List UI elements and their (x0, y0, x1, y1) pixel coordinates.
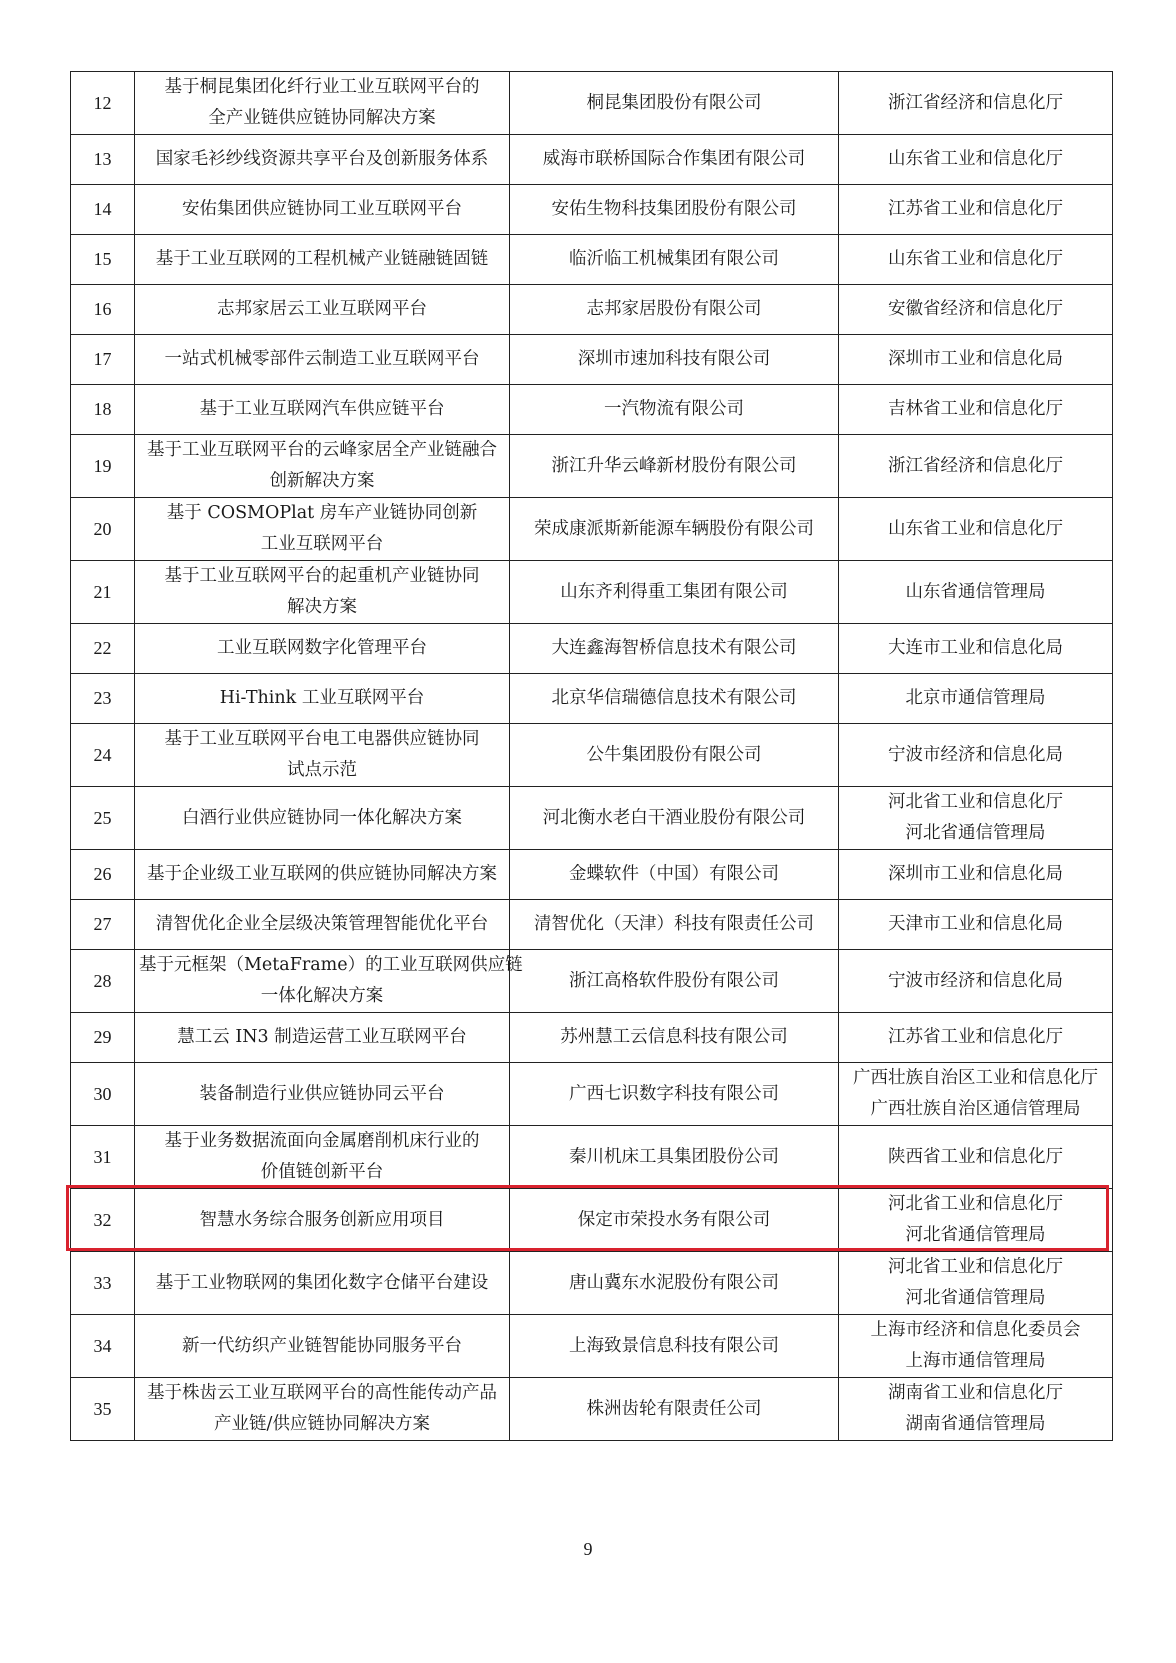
table-row (71, 1315, 1113, 1378)
project-name-cell (135, 385, 510, 435)
project-name-line: Hi-Think 工业互联网平台 (219, 688, 425, 708)
department-cell (839, 72, 1113, 135)
company-cell (510, 1013, 839, 1063)
department-line: 河北省工业和信息化厅 (888, 792, 1063, 812)
table-row (71, 1013, 1113, 1063)
department-cell (839, 1315, 1113, 1378)
company-line: 唐山冀东水泥股份有限公司 (569, 1272, 779, 1293)
department-cell (839, 1126, 1113, 1189)
company-line: 安佑生物科技集团股份有限公司 (551, 199, 797, 219)
row-number: 28 (71, 950, 135, 1013)
company-cell (510, 1126, 839, 1189)
company-line: 北京华信瑞德信息技术有限公司 (551, 688, 797, 708)
project-name-cell (135, 724, 510, 787)
company-cell (510, 1315, 839, 1378)
department-line: 深圳市工业和信息化局 (888, 349, 1063, 369)
project-name-cell (135, 900, 510, 950)
project-name-cell (135, 235, 510, 285)
project-name-cell (135, 1126, 510, 1189)
project-name-cell (135, 135, 510, 185)
table-row (71, 624, 1113, 674)
project-name-line: 试点示范 (287, 760, 357, 780)
company-cell (510, 1063, 839, 1126)
row-number: 24 (71, 724, 135, 787)
project-name-line: 基于工业互联网的工程机械产业链融链固链 (155, 249, 489, 269)
project-name-line: 白酒行业供应链协同一体化解决方案 (182, 807, 462, 828)
department-line: 河北省工业和信息化厅 (888, 1194, 1063, 1214)
department-line: 陕西省工业和信息化厅 (888, 1146, 1063, 1167)
company-line: 浙江升华云峰新材股份有限公司 (551, 455, 797, 476)
department-line: 河北省工业和信息化厅 (888, 1257, 1063, 1277)
row-number: 17 (71, 335, 135, 385)
project-name-line: 慧工云 IN3 制造运营工业互联网平台 (177, 1027, 467, 1047)
department-cell (839, 674, 1113, 724)
company-line: 广西七识数字科技有限公司 (569, 1083, 779, 1104)
company-cell (510, 335, 839, 385)
row-number: 32 (71, 1189, 135, 1252)
row-number: 22 (71, 624, 135, 674)
company-cell (510, 1252, 839, 1315)
table-row (71, 674, 1113, 724)
project-name-line: 解决方案 (287, 597, 357, 617)
company-cell (510, 561, 839, 624)
department-line: 湖南省工业和信息化厅 (888, 1383, 1063, 1403)
row-number: 31 (71, 1126, 135, 1189)
row-number: 18 (71, 385, 135, 435)
table-body (71, 72, 1113, 1441)
department-cell (839, 1013, 1113, 1063)
project-name-line: 清智优化企业全层级决策管理智能优化平台 (155, 914, 489, 934)
department-cell (839, 285, 1113, 335)
department-cell (839, 724, 1113, 787)
table-row (71, 561, 1113, 624)
department-cell (839, 561, 1113, 624)
project-name-line: 产业链/供应链协同解决方案 (214, 1414, 430, 1434)
department-cell (839, 498, 1113, 561)
project-name-line: 安佑集团供应链协同工业互联网平台 (182, 199, 462, 219)
department-cell (839, 950, 1113, 1013)
company-line: 公牛集团股份有限公司 (586, 744, 762, 765)
project-name-line: 基于 COSMOPlat 房车产业链协同创新 (166, 503, 478, 523)
project-name-line: 基于工业互联网平台的云峰家居全产业链融合 (147, 440, 497, 460)
row-number: 25 (71, 787, 135, 850)
row-number: 15 (71, 235, 135, 285)
company-line: 深圳市速加科技有限公司 (577, 349, 771, 369)
department-line: 大连市工业和信息化局 (888, 638, 1063, 658)
table-row (71, 1189, 1113, 1252)
project-name-line: 装备制造行业供应链协同云平台 (199, 1083, 445, 1104)
row-number: 16 (71, 285, 135, 335)
department-line: 浙江省经济和信息化厅 (888, 92, 1063, 113)
project-name-cell (135, 624, 510, 674)
project-name-line: 基于工业互联网平台电工电器供应链协同 (164, 729, 480, 749)
department-line: 湖南省通信管理局 (905, 1414, 1046, 1434)
department-cell (839, 1252, 1113, 1315)
project-name-cell (135, 1252, 510, 1315)
row-number: 19 (71, 435, 135, 498)
table-row (71, 135, 1113, 185)
table-row (71, 950, 1113, 1013)
department-cell (839, 1063, 1113, 1126)
project-name-line: 基于桐昆集团化纤行业工业互联网平台的 (164, 77, 480, 97)
project-name-cell (135, 498, 510, 561)
department-line: 广西壮族自治区工业和信息化厅 (853, 1068, 1098, 1088)
project-name-line: 基于企业级工业互联网的供应链协同解决方案 (147, 864, 497, 884)
row-number: 12 (71, 72, 135, 135)
project-name-line: 工业互联网数字化管理平台 (217, 638, 427, 658)
project-name-line: 创新解决方案 (269, 471, 375, 491)
department-cell (839, 235, 1113, 285)
project-name-line: 智慧水务综合服务创新应用项目 (199, 1209, 445, 1230)
row-number: 14 (71, 185, 135, 235)
row-number: 13 (71, 135, 135, 185)
project-name-cell (135, 1189, 510, 1252)
row-number: 30 (71, 1063, 135, 1126)
project-name-cell (135, 335, 510, 385)
company-line: 浙江高格软件股份有限公司 (569, 970, 779, 991)
company-cell (510, 72, 839, 135)
row-number: 23 (71, 674, 135, 724)
project-name-line: 国家毛衫纱线资源共享平台及创新服务体系 (155, 149, 489, 169)
row-number: 26 (71, 850, 135, 900)
department-line: 上海市通信管理局 (905, 1351, 1046, 1371)
table-row (71, 900, 1113, 950)
table-row (71, 285, 1113, 335)
row-number: 33 (71, 1252, 135, 1315)
company-line: 威海市联桥国际合作集团有限公司 (542, 149, 806, 169)
department-line: 山东省工业和信息化厅 (888, 149, 1063, 169)
project-name-line: 基于株齿云工业互联网平台的高性能传动产品 (147, 1383, 497, 1403)
project-name-line: 基于工业互联网汽车供应链平台 (199, 399, 445, 419)
company-cell (510, 787, 839, 850)
department-line: 广西壮族自治区通信管理局 (870, 1099, 1081, 1119)
company-line: 临沂临工机械集团有限公司 (569, 249, 779, 269)
project-name-line: 志邦家居云工业互联网平台 (217, 299, 427, 319)
row-number: 20 (71, 498, 135, 561)
table-row (71, 235, 1113, 285)
table-row (71, 724, 1113, 787)
company-cell (510, 674, 839, 724)
department-cell (839, 787, 1113, 850)
company-cell (510, 1378, 839, 1441)
company-cell (510, 850, 839, 900)
company-cell (510, 498, 839, 561)
projects-table (70, 71, 1113, 1441)
department-line: 安徽省经济和信息化厅 (888, 299, 1063, 319)
table-row (71, 1378, 1113, 1441)
project-name-cell (135, 1063, 510, 1126)
company-line: 山东齐利得重工集团有限公司 (560, 581, 788, 602)
department-line: 江苏省工业和信息化厅 (888, 1027, 1063, 1047)
project-name-cell (135, 950, 523, 1013)
department-cell (839, 385, 1113, 435)
project-name-cell (135, 435, 510, 498)
project-name-line: 基于元框架（MetaFrame）的工业互联网供应链 (139, 955, 523, 975)
project-name-line: 价值链创新平台 (260, 1162, 384, 1182)
department-cell (839, 900, 1113, 950)
row-number: 21 (71, 561, 135, 624)
company-cell (510, 724, 839, 787)
department-line: 吉林省工业和信息化厅 (888, 399, 1063, 419)
table-row (71, 185, 1113, 235)
project-name-cell (135, 1378, 510, 1441)
table-row (71, 1252, 1113, 1315)
table-row (71, 335, 1113, 385)
company-cell (510, 950, 839, 1013)
department-line: 上海市经济和信息化委员会 (870, 1320, 1081, 1340)
table-row (71, 498, 1113, 561)
project-name-cell (135, 1315, 510, 1378)
department-cell (839, 335, 1113, 385)
project-name-line: 一站式机械零部件云制造工业互联网平台 (164, 349, 480, 369)
table-row (71, 1126, 1113, 1189)
department-cell (839, 1189, 1113, 1252)
company-line: 大连鑫海智桥信息技术有限公司 (551, 638, 797, 658)
project-name-line: 基于工业物联网的集团化数字仓储平台建设 (155, 1272, 489, 1293)
company-line: 志邦家居股份有限公司 (586, 299, 762, 319)
department-line: 江苏省工业和信息化厅 (888, 199, 1063, 219)
department-line: 山东省通信管理局 (905, 581, 1046, 602)
company-line: 河北衡水老白干酒业股份有限公司 (542, 807, 806, 828)
company-cell (510, 435, 839, 498)
company-cell (510, 285, 839, 335)
department-cell (839, 624, 1113, 674)
company-cell (510, 235, 839, 285)
company-cell (510, 1189, 839, 1252)
table-row (71, 435, 1113, 498)
row-number: 35 (71, 1378, 135, 1441)
department-line: 宁波市经济和信息化局 (888, 970, 1063, 991)
company-cell (510, 385, 839, 435)
project-name-cell (135, 185, 510, 235)
company-cell (510, 185, 839, 235)
department-line: 山东省工业和信息化厅 (888, 518, 1063, 539)
company-line: 桐昆集团股份有限公司 (586, 92, 762, 113)
company-line: 苏州慧工云信息科技有限公司 (560, 1027, 788, 1047)
department-line: 北京市通信管理局 (905, 688, 1046, 708)
table-row (71, 385, 1113, 435)
company-line: 株洲齿轮有限责任公司 (586, 1398, 762, 1419)
department-line: 浙江省经济和信息化厅 (888, 455, 1063, 476)
company-cell (510, 900, 839, 950)
company-line: 秦川机床工具集团股份公司 (569, 1146, 779, 1167)
company-line: 荣成康派斯新能源车辆股份有限公司 (534, 518, 814, 539)
company-cell (510, 135, 839, 185)
table-row (71, 787, 1113, 850)
project-name-cell (135, 674, 510, 724)
table-row (71, 1063, 1113, 1126)
row-number: 27 (71, 900, 135, 950)
company-line: 保定市荣投水务有限公司 (577, 1209, 771, 1230)
project-name-cell (135, 561, 510, 624)
table-row (71, 850, 1113, 900)
department-cell (839, 850, 1113, 900)
project-name-cell (135, 285, 510, 335)
department-cell (839, 185, 1113, 235)
company-line: 上海致景信息科技有限公司 (569, 1335, 779, 1356)
department-line: 河北省通信管理局 (905, 823, 1046, 843)
project-name-line: 新一代纺织产业链智能协同服务平台 (182, 1335, 462, 1356)
project-name-line: 全产业链供应链协同解决方案 (208, 108, 436, 128)
table-row (71, 72, 1113, 135)
project-name-line: 基于工业互联网平台的起重机产业链协同 (164, 566, 480, 586)
department-cell (839, 135, 1113, 185)
company-line: 金蝶软件（中国）有限公司 (569, 864, 779, 884)
project-name-cell (135, 1013, 510, 1063)
project-name-cell (135, 850, 510, 900)
department-line: 宁波市经济和信息化局 (888, 744, 1063, 765)
project-name-cell (135, 787, 510, 850)
department-cell (839, 435, 1113, 498)
department-line: 天津市工业和信息化局 (888, 914, 1063, 934)
company-line: 一汽物流有限公司 (604, 399, 744, 419)
department-line: 山东省工业和信息化厅 (888, 249, 1063, 269)
company-cell (510, 624, 839, 674)
company-line: 清智优化（天津）科技有限责任公司 (534, 914, 814, 934)
department-cell (839, 1378, 1113, 1441)
project-name-cell (135, 72, 510, 135)
department-line: 河北省通信管理局 (905, 1288, 1046, 1308)
row-number: 29 (71, 1013, 135, 1063)
department-line: 深圳市工业和信息化局 (888, 864, 1063, 884)
page-number: 9 (583, 1539, 593, 1559)
department-line: 河北省通信管理局 (905, 1225, 1046, 1245)
row-number: 34 (71, 1315, 135, 1378)
project-name-line: 工业互联网平台 (260, 534, 384, 554)
project-name-line: 一体化解决方案 (260, 986, 384, 1006)
project-name-line: 基于业务数据流面向金属磨削机床行业的 (164, 1131, 480, 1151)
